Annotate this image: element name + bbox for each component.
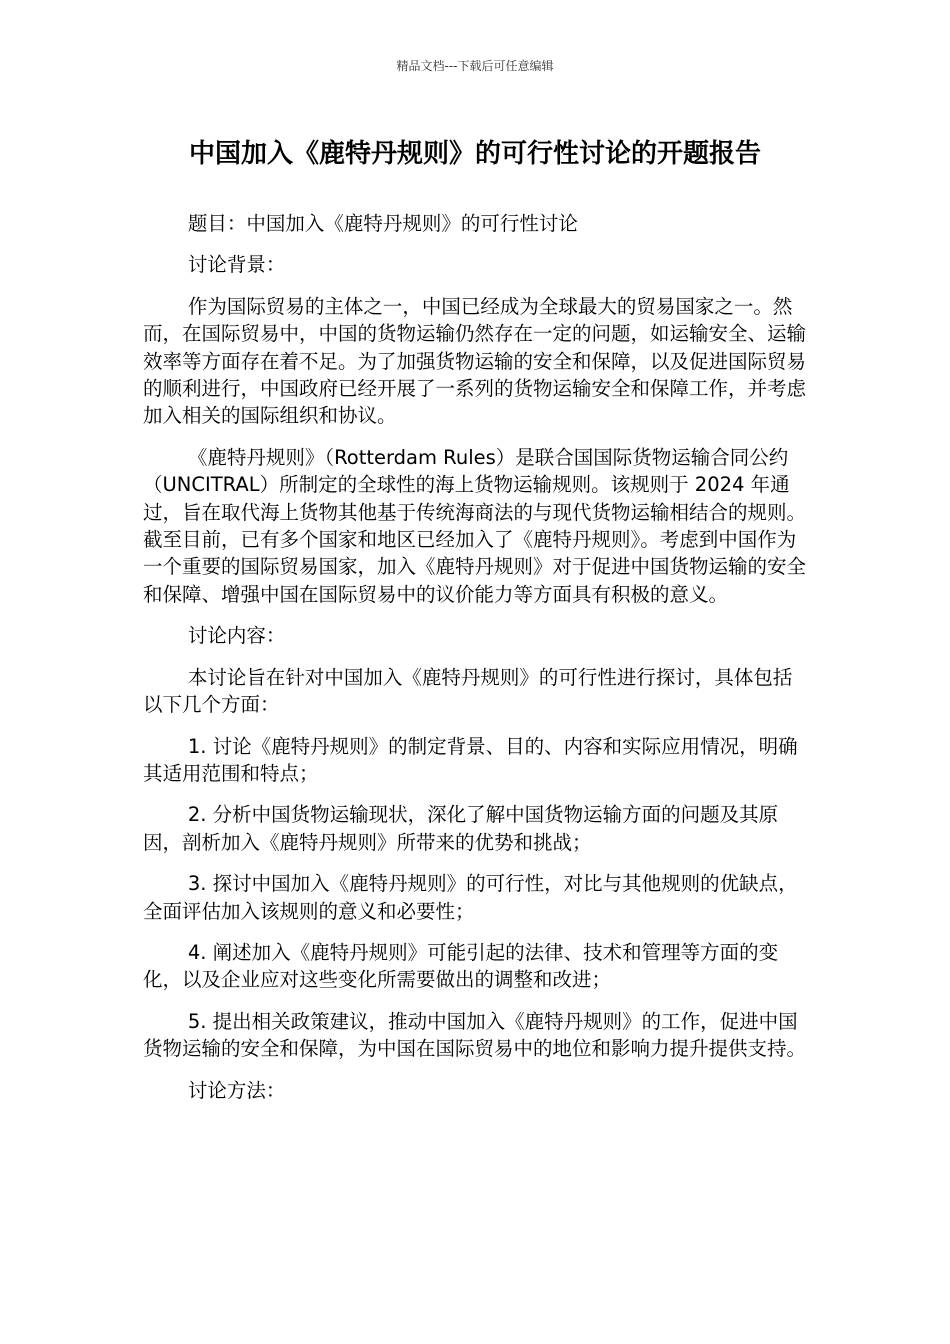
content-item-1: 1. 讨论《鹿特丹规则》的制定背景、目的、内容和实际应用情况，明确其适用范围和特点； (143, 734, 798, 785)
content-item-4: 4. 阐述加入《鹿特丹规则》可能引起的法律、技术和管理等方面的变化，以及企业应对这些变化所需要做出的调整和改进； (143, 940, 779, 992)
content-item-5: 5. 提出相关政策建议，推动中国加入《鹿特丹规则》的工作，促进中国货物运输的安全和保障，为中国在国际贸易中的地位和影响力提升提供支持。 (143, 1009, 807, 1061)
background-paragraph: 作为国际贸易的主体之一，中国已经成为全球最大的贸易国家之一。然而，在国际贸易中，中国的货物运输仍然存在一定的问题，如运输安全、运输效率等方面存在着不足。为了加强货物运输的安全和保障，以及促进国际贸易的顺利进行，中国政府已经开展了一系列的货物运输安全和保障工作，并考虑加入相关的国际组织和协议。 (143, 294, 807, 428)
header-note: 精品文档---下载后可任意编辑 (396, 59, 554, 73)
content-item-2: 2. 分析中国货物运输现状，深化了解中国货物运输方面的问题及其原因，剖析加入《鹿特丹规则》所带来的优势和挑战； (143, 803, 779, 854)
content-item-3: 3. 探讨中国加入《鹿特丹规则》的可行性，对比与其他规则的优缺点，全面评估加入该规则的意义和必要性； (143, 872, 798, 923)
section-heading-background: 讨论背景： (187, 253, 286, 277)
topic-line: 题目：中国加入《鹿特丹规则》的可行性讨论 (187, 212, 578, 235)
content-intro-paragraph: 本讨论旨在针对中国加入《鹿特丹规则》的可行性进行探讨，具体包括以下几个方面： (143, 665, 793, 717)
document-body (143, 210, 807, 1118)
section-heading-content: 讨论内容： (187, 624, 286, 648)
document-title: 中国加入《鹿特丹规则》的可行性讨论的开题报告 (188, 139, 761, 169)
rotterdam-rules-paragraph: 《鹿特丹规则》（Rotterdam Rules）是联合国国际货物运输合同公约（UNCITRAL）所制定的全球性的海上货物运输规则。该规则于 2024 年通过，旨在取代海上货物其他基于传统海商法的与现代货物运输相结合的规则。截至目前，已有多个国家和地区已经加入了《鹿特丹规则》。考虑到中国作为一个重要的国际贸易国家，加入《鹿特丹规则》对于促进中国货物运输的安全和保障、增强中国在国际贸易中的议价能力等方面具有积极的意义。 (143, 445, 807, 606)
section-heading-method: 讨论方法： (187, 1078, 286, 1102)
